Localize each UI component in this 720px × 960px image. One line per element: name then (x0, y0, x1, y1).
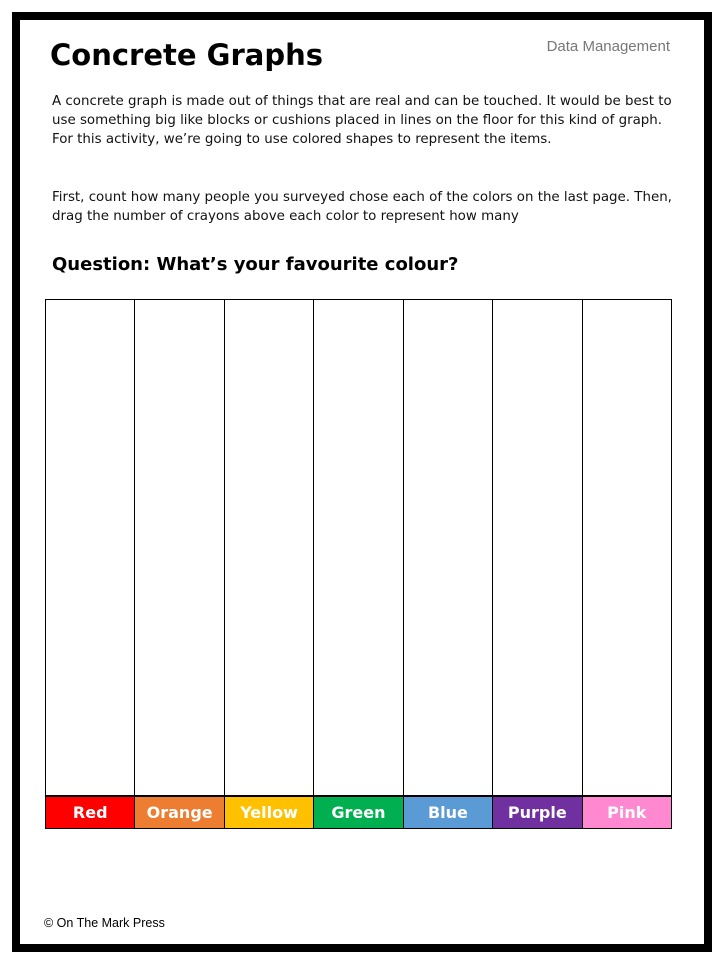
subject-label: Data Management (546, 38, 670, 55)
graph-column-orange (135, 300, 224, 828)
graph-column-blue (404, 300, 493, 828)
color-label-pink: Pink (583, 795, 671, 828)
question-heading: Question: What’s your favourite colour? (52, 254, 459, 275)
graph-column-red (46, 300, 135, 828)
graph-column-pink (583, 300, 671, 828)
concrete-graph (45, 299, 672, 829)
intro-paragraph: A concrete graph is made out of things that are real and can be touched. It would be best to use something big like blocks or cushions placed in lines on the floor for this kind of graph. For this activity, we’re going to use colored shapes to represent the items. (52, 94, 672, 147)
drop-zone-red[interactable] (46, 300, 134, 795)
color-label-green: Green (314, 795, 402, 828)
graph-column-purple (493, 300, 582, 828)
drop-zone-blue[interactable] (404, 300, 492, 795)
color-label-blue: Blue (404, 795, 492, 828)
drop-zone-purple[interactable] (493, 300, 581, 795)
color-label-red: Red (46, 795, 134, 828)
instructions-paragraph: First, count how many people you surveyed chose each of the colors on the last page. Then, drag the number of crayons above each color to represent how many (52, 190, 672, 224)
drop-zone-yellow[interactable] (225, 300, 313, 795)
page-title: Concrete Graphs (50, 38, 323, 72)
drop-zone-orange[interactable] (135, 300, 223, 795)
graph-column-yellow (225, 300, 314, 828)
color-label-orange: Orange (135, 795, 223, 828)
copyright-footer: © On The Mark Press (44, 916, 165, 930)
color-label-purple: Purple (493, 795, 581, 828)
color-label-yellow: Yellow (225, 795, 313, 828)
graph-column-green (314, 300, 403, 828)
drop-zone-green[interactable] (314, 300, 402, 795)
drop-zone-pink[interactable] (583, 300, 671, 795)
